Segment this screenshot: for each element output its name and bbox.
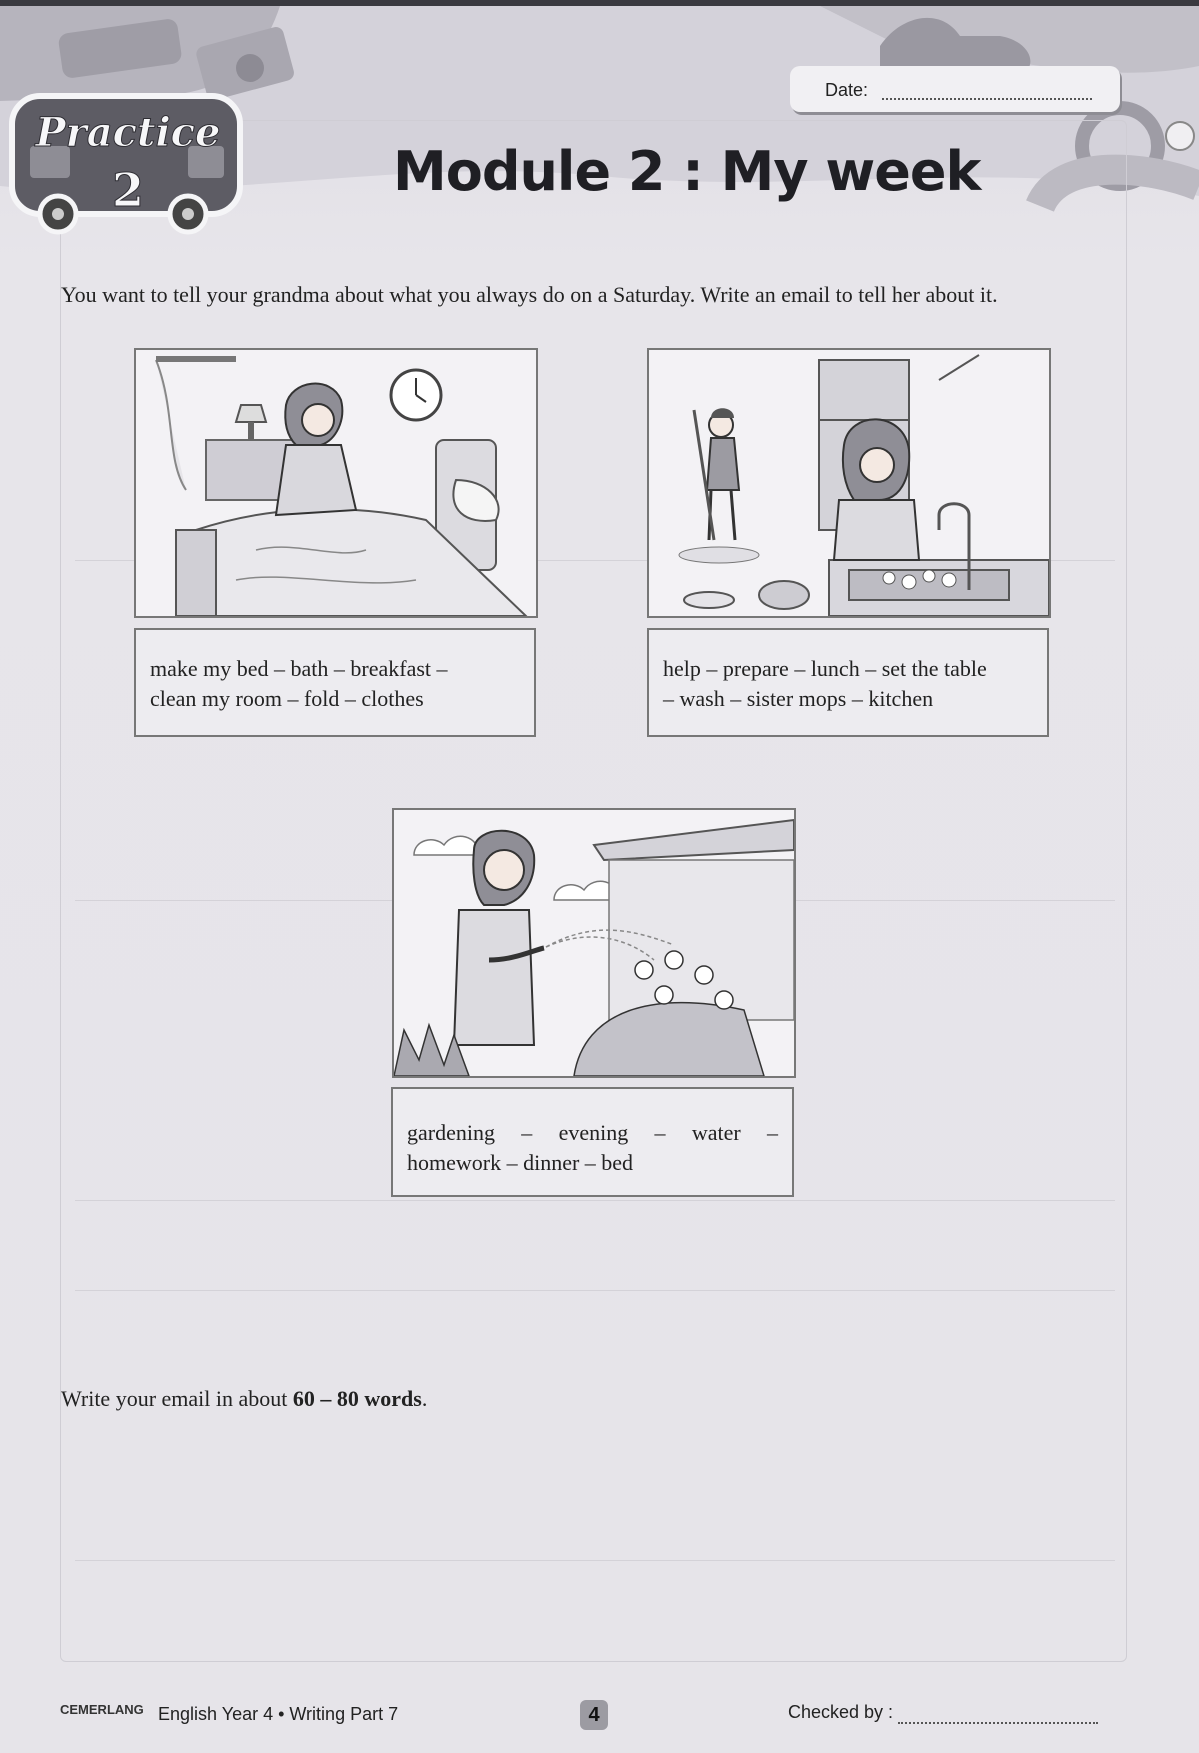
kitchen-chores-picture bbox=[647, 348, 1051, 618]
watering-garden-picture bbox=[392, 808, 796, 1078]
word-count-instruction bbox=[61, 1386, 427, 1412]
bleed-through-line bbox=[75, 1200, 1115, 1201]
date-label: Date: bbox=[825, 80, 869, 100]
book-title: English Year 4 • Writing Part 7 bbox=[158, 1704, 399, 1724]
hint-line: clean my room – fold – clothes bbox=[150, 686, 424, 711]
bleed-through-line bbox=[75, 1290, 1115, 1291]
badge-word: Practice bbox=[35, 109, 221, 156]
word-count-prefix: Write your email in about bbox=[61, 1386, 293, 1411]
hint-line: help – prepare – lunch – set the table bbox=[663, 656, 987, 681]
kitchen-chores-illustration bbox=[649, 350, 1049, 616]
checked-by-line[interactable] bbox=[898, 1722, 1098, 1724]
date-field[interactable] bbox=[790, 66, 1120, 112]
making-bed-picture bbox=[134, 348, 538, 618]
practice-badge bbox=[8, 88, 248, 238]
date-dotted-line bbox=[882, 98, 1092, 100]
task-instruction: You want to tell your grandma about what you always do on a Saturday. Write an email to tell her about it. bbox=[61, 282, 998, 307]
watering-garden-illustration bbox=[394, 810, 794, 1076]
page-title: Module 2 : My week bbox=[393, 140, 981, 203]
hint-line: make my bed – bath – breakfast – bbox=[150, 656, 448, 681]
hint-box-1 bbox=[134, 628, 536, 737]
word-count-suffix: . bbox=[421, 1386, 428, 1411]
publisher-logo: CEMERLANG bbox=[60, 1702, 144, 1717]
page-number: 4 bbox=[580, 1700, 608, 1730]
hint-box-3 bbox=[391, 1087, 794, 1197]
hint-line: gardening – evening – water – bbox=[407, 1120, 778, 1145]
word-count-range: 60 – 80 words bbox=[292, 1386, 422, 1411]
bleed-through-line bbox=[75, 1560, 1115, 1561]
checked-by-label: Checked by : bbox=[788, 1702, 894, 1722]
hint-line: homework – dinner – bed bbox=[407, 1150, 634, 1175]
bus-badge-icon bbox=[8, 88, 248, 238]
badge-number: 2 bbox=[111, 163, 145, 217]
hint-line: – wash – sister mops – kitchen bbox=[663, 686, 934, 711]
making-bed-illustration bbox=[136, 350, 536, 616]
hint-box-2 bbox=[647, 628, 1049, 737]
